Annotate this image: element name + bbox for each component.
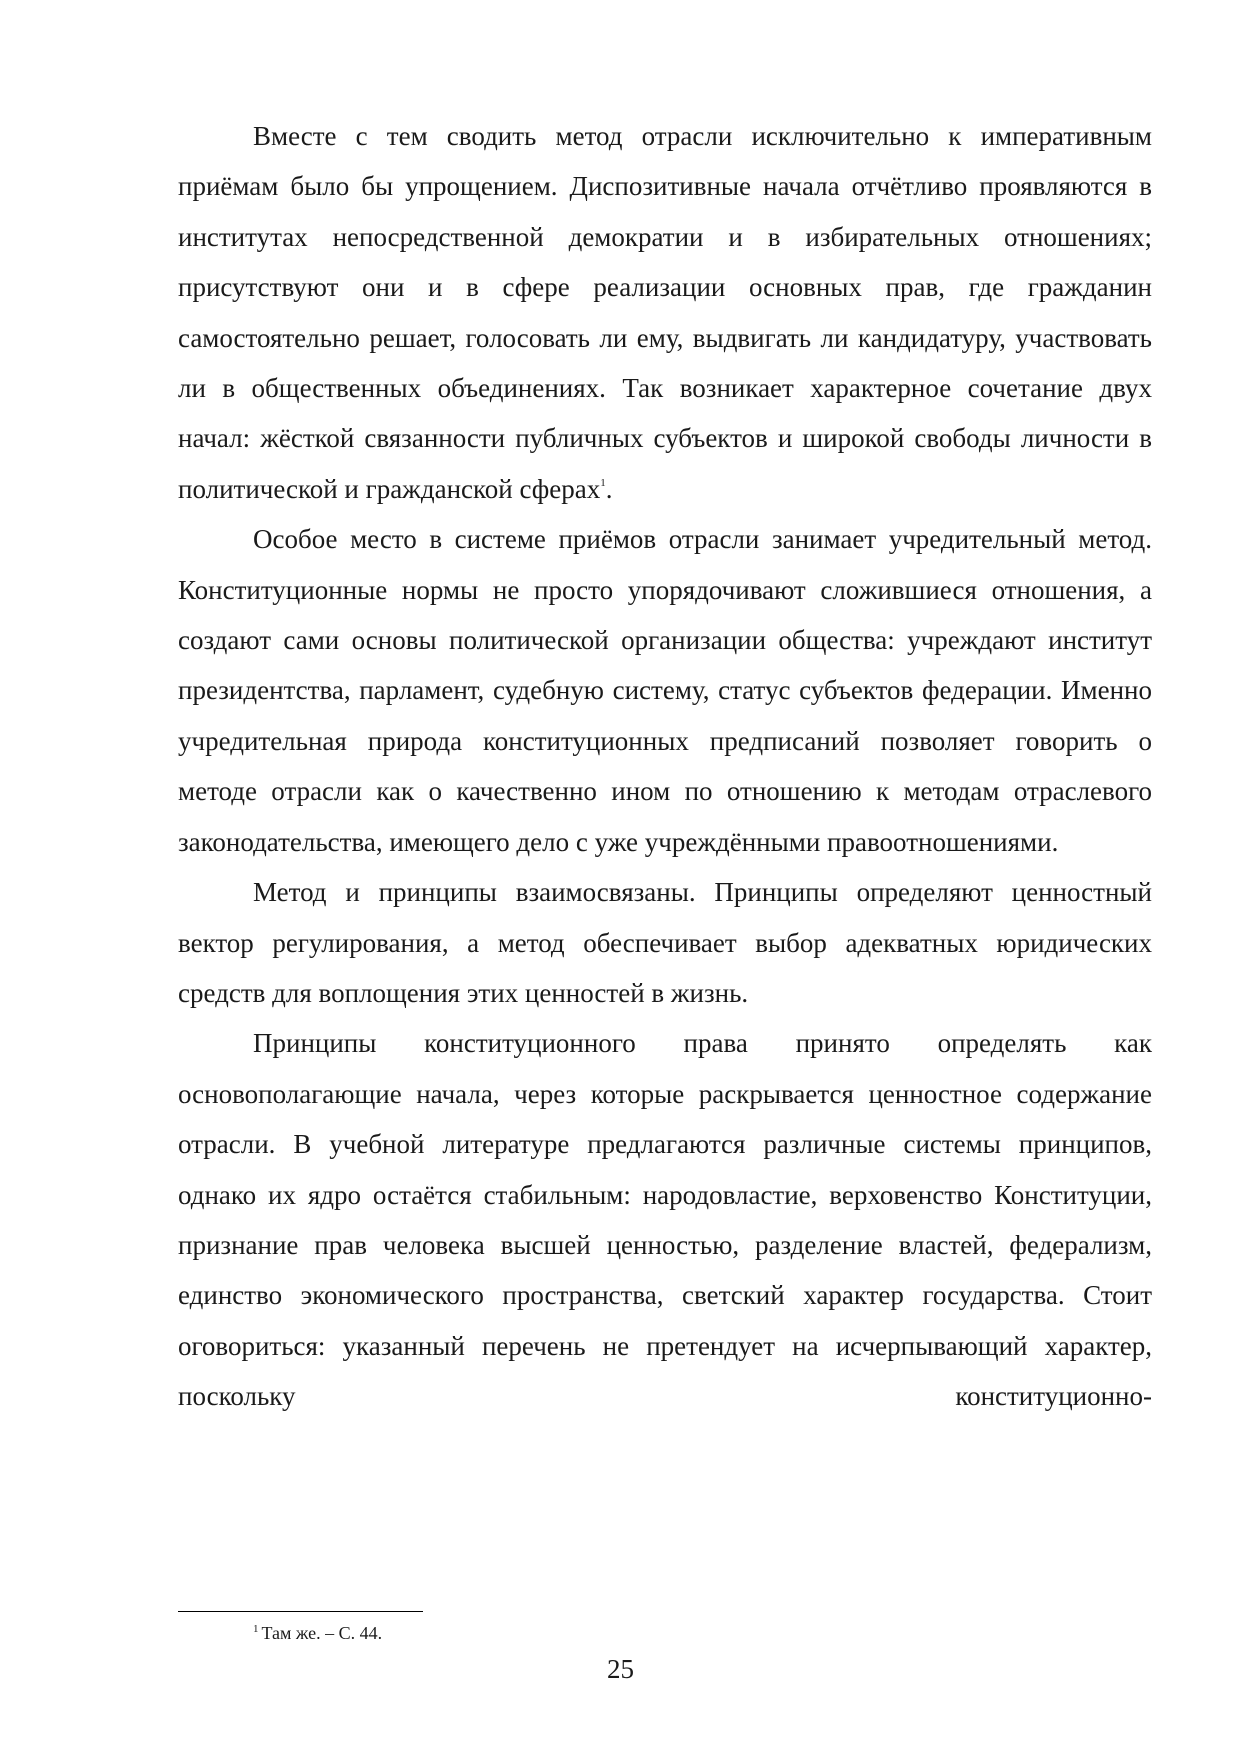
footnote-reference[interactable]: 1 bbox=[600, 476, 606, 489]
footnote-separator bbox=[178, 1611, 423, 1612]
paragraph-3: Метод и принципы взаимосвязаны. Принципы определяют ценностный вектор регулирования, а метод обеспечивает выбор адекватных юридических средств для воплощения этих ценностей в жизнь. bbox=[178, 877, 1152, 1008]
footnote bbox=[253, 1622, 382, 1644]
paragraph-1-text: Вместе с тем сводить метод отрасли исключительно к императивным приёмам было бы упрощением. Диспозитивные начала отчётливо проявляются в институтах непосредственной демократии и в избирательных отношениях; присутствуют они и в сфере реализации основных прав, где гражданин самостоятельно решает, голосовать ли ему, выдвигать ли кандидатуру, участвовать ли в общественных объединениях. Так возникает характерное сочетание двух начал: жёсткой связанности публичных субъектов и широкой свободы личности в политической и гражданской сферах bbox=[178, 121, 1152, 504]
paragraph-2: Особое место в системе приёмов отрасли занимает учредительный метод. Конституционные нормы не просто упорядочивают сложившиеся отношения, а создают сами основы политической организации общества: учреждают институт президентства, парламент, судебную систему, статус субъектов федерации. Именно учредительная природа конституционных предписаний позволяет говорить о методе отрасли как о качественно ином по отношению к методам отраслевого законодательства, имеющего дело с уже учреждёнными правоотношениями. bbox=[178, 524, 1152, 857]
paragraph-1 bbox=[178, 111, 1152, 514]
body-text bbox=[178, 111, 1152, 1422]
footnote-text: Там же. – С. 44. bbox=[261, 1623, 383, 1643]
paragraph-4: Принципы конституционного права принято определять как основополагающие начала, через которые раскрывается ценностное содержание отрасли. В учебной литературе предлагаются различные системы принципов, однако их ядро остаётся стабильным: народовластие, верховенство Конституции, признание прав человека высшей ценностью, разделение властей, федерализм, единство экономического пространства, светский характер государства. Стоит оговориться: указанный перечень не претендует на исчерпывающий характер, поскольку конституционно- bbox=[178, 1028, 1152, 1412]
page-number: 25 bbox=[607, 1654, 634, 1684]
paragraph-1-end: . bbox=[605, 473, 613, 504]
footnote-number: 1 bbox=[253, 1623, 259, 1635]
